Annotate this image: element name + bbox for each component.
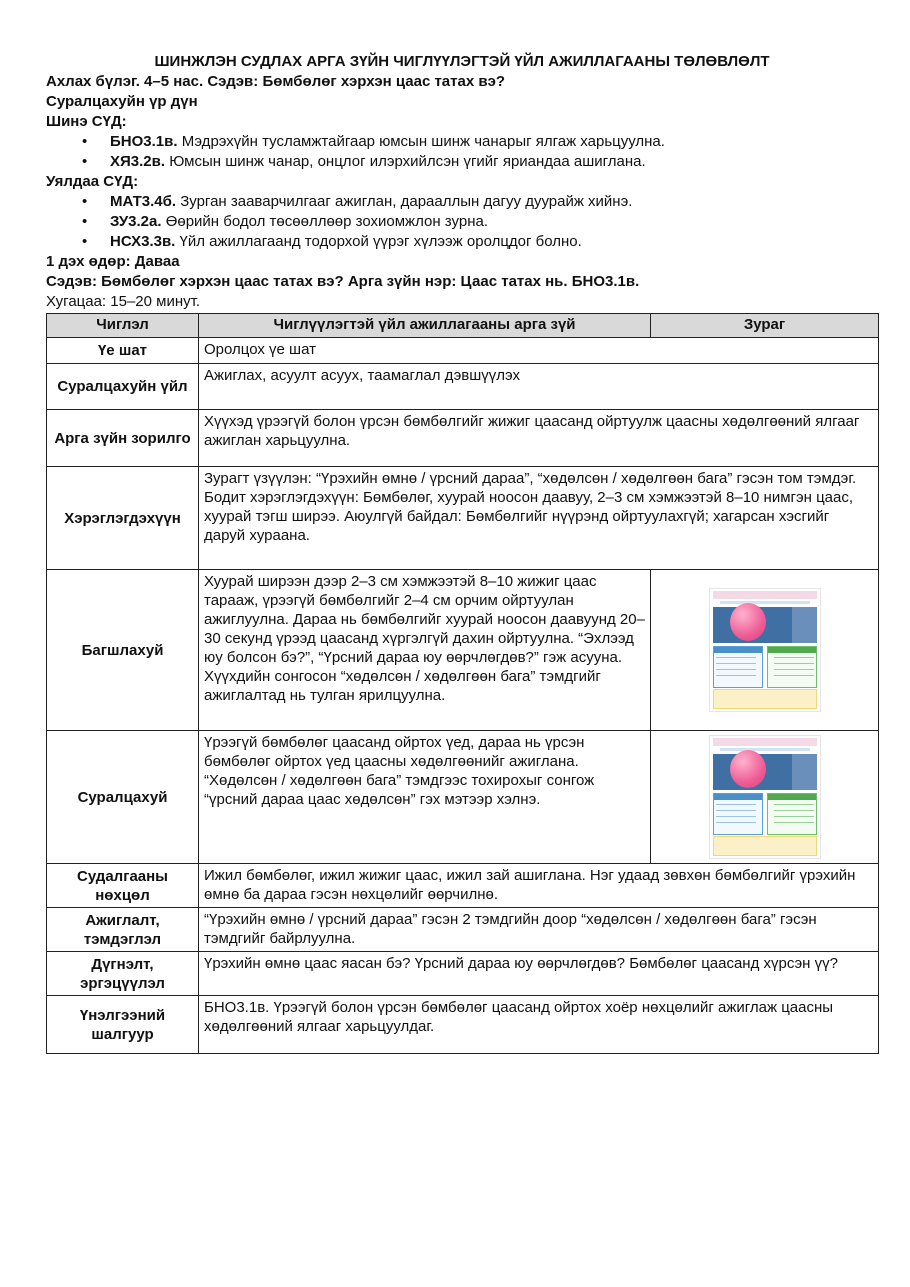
new-list: [46, 132, 878, 172]
row-text: Үрээгүй бөмбөлөг цаасанд ойртох үед, дараа нь үрсэн бөмбөлөг ойртох үед цаасны хөдөлгөөнийг ажиглана. “Хөдөлсөн / хөдөлгөөн бага” тэмдгээс тохирохыг сонгож “үрсний дараа цаас хөдөлсөн” гэх мэтээр хэлнэ.: [199, 731, 651, 864]
item-text: Мэдрэхүйн тусламжтайгаар юмсын шинж чанарыг ялгаж харьцуулна.: [177, 133, 665, 150]
row-label: Ажиглалт, тэмдэглэл: [47, 908, 199, 952]
row-text: Зурагт үзүүлэн: “Үрэхийн өмнө / үрсний дараа”, “хөдөлсөн / хөдөлгөөн бага” гэсэн том тэмдэг. Бодит хэрэглэгдэхүүн: Бөмбөлөг, хуурай ноосон даавуу, 2–3 см хэмжээтэй 8–10 нимгэн цаас, хуурай тэгш ширээ. Аюулгүй байдал: Бөмбөлгийг нүүрэнд ойртуулахгүй; хагарсан хэсгийг даруй хураана.: [199, 467, 879, 570]
duration-line: Хугацаа: 15–20 минут.: [46, 293, 200, 310]
row-label: Үе шат: [47, 338, 199, 364]
row-text: Үрэхийн өмнө цаас яасан бэ? Үрсний дараа юу өөрчлөгдөв? Бөмбөлөг цаасанд хүрсэн үү?: [199, 952, 879, 996]
row-label: Суралцахуйн үйл: [47, 364, 199, 410]
outcome-heading: Суралцахуйн үр дүн: [46, 93, 198, 110]
row-text: Ажиглах, асуулт асуух, таамаглал дэвшүүлэх: [199, 364, 879, 410]
linked-list: [46, 192, 878, 252]
table-row: [47, 338, 879, 364]
row-text: “Үрэхийн өмнө / үрсний дараа” гэсэн 2 тэмдгийн доор “хөдөлсөн / хөдөлгөөн бага” гэсэн тэмдгийг байрлуулна.: [199, 908, 879, 952]
row-text: БНО3.1в. Үрээгүй болон үрсэн бөмбөлөг цаасанд ойртох хоёр нөхцөлийг ажиглаж цаасны хөдөлгөөний ялгааг харьцуулдаг.: [199, 996, 879, 1054]
table-row: [47, 731, 879, 864]
table-row: [47, 952, 879, 996]
row-image-cell: [651, 731, 879, 864]
topic-line: Сэдэв: Бөмбөлөг хэрхэн цаас татах вэ? Арга зүйн нэр: Цаас татах нь. БНО3.1в.: [46, 273, 640, 290]
list-item: [110, 132, 878, 152]
new-heading: Шинэ СҮД:: [46, 113, 127, 130]
header-method: Чиглүүлэгтэй үйл ажиллагааны арга зүй: [199, 314, 651, 338]
plan-table: [46, 313, 879, 1054]
balloon-poster-thumbnail: [709, 735, 821, 859]
list-item: [110, 232, 878, 252]
header-direction: Чиглэл: [47, 314, 199, 338]
table-row: [47, 908, 879, 952]
item-text: Зурган зааварчилгааг ажиглан, дарааллын дагуу дуурайж хийнэ.: [176, 193, 633, 210]
row-label: Дүгнэлт, эргэцүүлэл: [47, 952, 199, 996]
row-text: Оролцох үе шат: [199, 338, 879, 364]
group-line: Ахлах бүлэг. 4–5 нас. Сэдэв: Бөмбөлөг хэрхэн цаас татах вэ?: [46, 73, 506, 90]
row-label: Арга зүйн зорилго: [47, 410, 199, 467]
document-page: [46, 52, 878, 1054]
table-row: [47, 864, 879, 908]
table-row: [47, 364, 879, 410]
row-text: Ижил бөмбөлөг, ижил жижиг цаас, ижил зай ашиглана. Нэг удаад зөвхөн бөмбөлгийг үрэхийн өмнө ба дараа гэсэн нөхцөлийг өөрчилнө.: [199, 864, 879, 908]
item-text: Өөрийн бодол төсөөллөөр зохиомжлон зурна.: [161, 213, 488, 230]
day-line: 1 дэх өдөр: Даваа: [46, 253, 180, 270]
row-image-cell: [651, 570, 879, 731]
item-code: НСХ3.3в.: [110, 233, 176, 250]
row-text: Хуурай ширээн дээр 2–3 см хэмжээтэй 8–10 жижиг цаас тарааж, үрээгүй бөмбөлгийг 2–4 см орчим ойртуулан ажиглуулна. Дараа нь бөмбөлгийг хуурай ноосон даавуунд 20–30 секунд үрээд цаасанд хүргэлгүй дахин ойртуулна. “Эхлээд юу болсон бэ?”, “Үрсний дараа юу өөрчлөгдөв?” гэж асууна. Хүүхдийн сонгосон “хөдөлсөн / хөдөлгөөн бага” тэмдгийг ажиглалтад нь тулган ярилцуулна.: [199, 570, 651, 731]
header-picture: Зураг: [651, 314, 879, 338]
item-code: МАТ3.4б.: [110, 193, 177, 210]
row-label: Багшлахуй: [47, 570, 199, 731]
row-label: Судалгааны нөхцөл: [47, 864, 199, 908]
item-code: ХЯ3.2в.: [110, 153, 166, 170]
balloon-poster-thumbnail: [709, 588, 821, 712]
item-text: Юмсын шинж чанар, онцлог илэрхийлсэн үгийг яриандаа ашиглана.: [165, 153, 646, 170]
table-row: [47, 467, 879, 570]
table-row: [47, 410, 879, 467]
document-title: ШИНЖЛЭН СУДЛАХ АРГА ЗҮЙН ЧИГЛҮҮЛЭГТЭЙ ҮЙЛ АЖИЛЛАГААНЫ ТӨЛӨВЛӨЛТ: [154, 53, 770, 70]
row-label: Үнэлгээний шалгуур: [47, 996, 199, 1054]
table-header-row: [47, 314, 879, 338]
item-code: БНО3.1в.: [110, 133, 178, 150]
list-item: [110, 212, 878, 232]
row-text: Хүүхэд үрээгүй болон үрсэн бөмбөлгийг жижиг цаасанд ойртуулж цаасны хөдөлгөөний ялгааг ажиглан харьцуулна.: [199, 410, 879, 467]
linked-heading: Уялдаа СҮД:: [46, 173, 139, 190]
list-item: [110, 192, 878, 212]
item-text: Үйл ажиллагаанд тодорхой үүрэг хүлээж оролцдог болно.: [175, 233, 582, 250]
row-label: Суралцахуй: [47, 731, 199, 864]
row-label: Хэрэглэгдэхүүн: [47, 467, 199, 570]
table-row: [47, 996, 879, 1054]
item-code: ЗУ3.2а.: [110, 213, 162, 230]
table-row: [47, 570, 879, 731]
list-item: [110, 152, 878, 172]
